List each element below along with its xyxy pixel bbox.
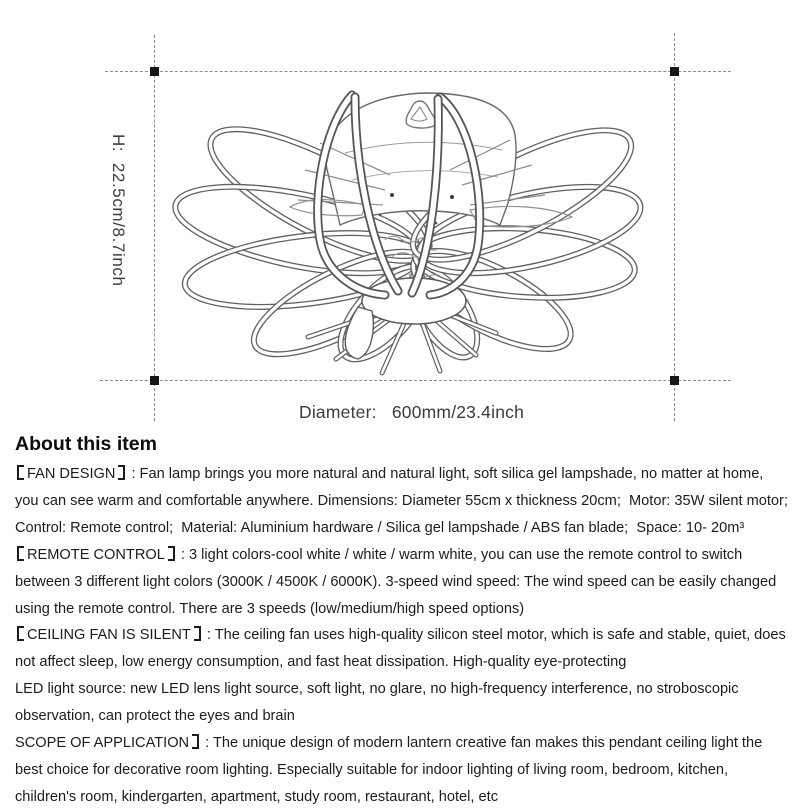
lenticular-bracket	[118, 465, 125, 480]
about-paragraph: SCOPE OF APPLICATION : The unique design of modern lantern creative fan makes this pendant ceiling light the best choice for decorative room lighting. Especially suitable for indoor lighting of living room, bedroom, kitchen, children's room, kindergarten, apartment, study room, restaurant, hotel, etc	[15, 735, 767, 805]
lenticular-bracket	[168, 546, 175, 561]
about-paragraphs	[15, 461, 797, 811]
about-heading: About this item	[15, 433, 157, 455]
lenticular-bracket	[194, 626, 201, 641]
about-paragraph: CEILING FAN IS SILENT : The ceiling fan uses high-quality silicon steel motor, which is safe and stable, quiet, does not affect sleep, low energy consumption, and fast heat dissipation. High-quality eye-protecting	[15, 627, 790, 671]
about-paragraph: FAN DESIGN : Fan lamp brings you more natural and natural light, soft silica gel lampshade, no matter at home, you can see warm and comfortable anywhere. Dimensions: Diameter 55cm x thickness 20cm; Motor: 35W silent motor; Control: Remote control; Material: Aluminium hardware / Silica gel lampshade / ABS fan blade; Space: 10- 20m³	[15, 466, 797, 536]
fan-lamp-line-drawing	[140, 55, 700, 405]
lenticular-bracket	[192, 734, 199, 749]
about-paragraph: LED light source: new LED lens light source, soft light, no glare, no high-frequency interference, no stroboscopic observation, can protect the eyes and brain	[15, 681, 743, 725]
lenticular-bracket	[17, 546, 24, 561]
diameter-dimension-label: Diameter: 600mm/23.4inch	[299, 402, 525, 422]
lenticular-bracket	[17, 626, 24, 641]
lenticular-bracket	[17, 465, 24, 480]
about-paragraph: REMOTE CONTROL : 3 light colors-cool white / white / warm white, you can use the remote control to switch between 3 different light colors (3000K / 4500K / 6000K). 3-speed wind speed: The wind speed can be easily changed using the remote control. There are 3 speeds (low/medium/high speed options)	[15, 546, 781, 617]
height-dimension-label: H: 22.5cm/8.7inch	[109, 134, 128, 287]
